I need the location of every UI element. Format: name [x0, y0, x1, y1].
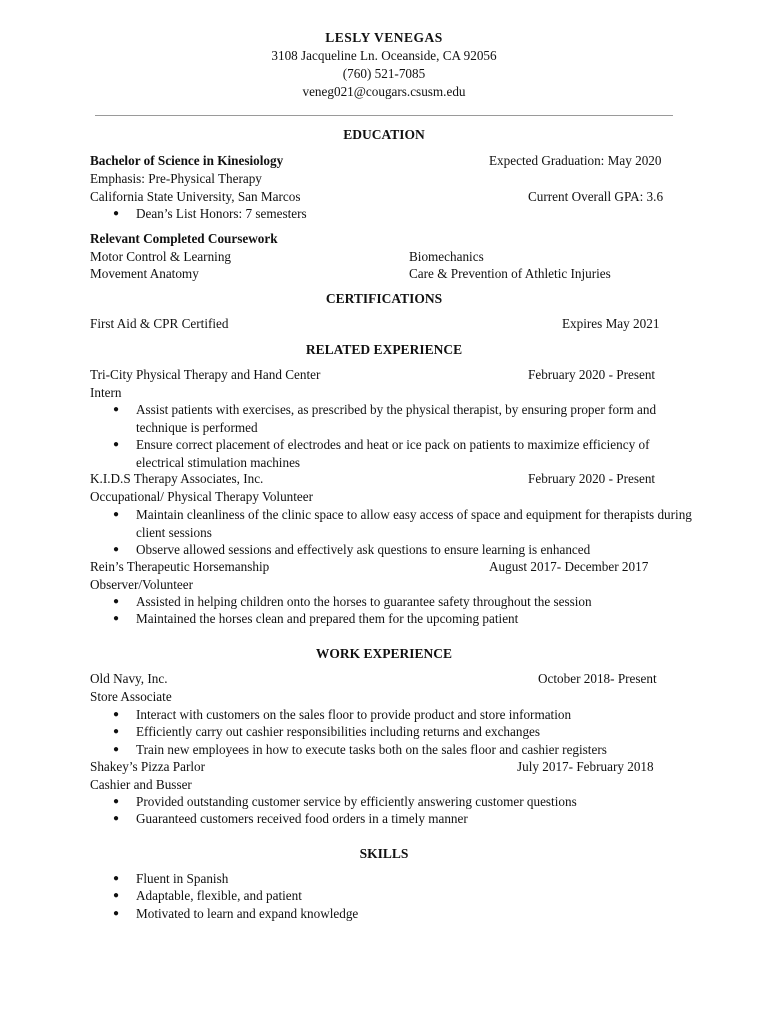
school: California State University, San Marcos — [90, 189, 301, 204]
certifications-heading: CERTIFICATIONS — [325, 291, 443, 306]
bullet-icon: ● — [113, 596, 120, 607]
employer: Shakey’s Pizza Parlor — [90, 759, 205, 774]
employer: Old Navy, Inc. — [90, 671, 168, 686]
coursework-heading: Relevant Completed Coursework — [90, 231, 278, 246]
employer: K.I.D.S Therapy Associates, Inc. — [90, 471, 264, 486]
course: Care & Prevention of Athletic Injuries — [409, 266, 611, 281]
bullet-icon: ● — [113, 890, 120, 901]
bullet-icon: ● — [113, 873, 120, 884]
job-bullet: Provided outstanding customer service by efficiently answering customer questions — [136, 794, 577, 809]
job-bullet: Maintained the horses clean and prepared them for the upcoming patient — [136, 611, 519, 626]
address: 3108 Jacqueline Ln. Oceanside, CA 92056 — [271, 48, 497, 63]
job-bullet: Maintain cleanliness of the clinic space to allow easy access of space and equipment for therapists during client sessions — [136, 507, 692, 540]
job-bullet: Assisted in helping children onto the horses to guarantee safety throughout the session — [136, 594, 592, 609]
job-bullet: Interact with customers on the sales floor to provide product and store information — [136, 707, 572, 722]
bullet-icon: ● — [113, 613, 120, 624]
course: Biomechanics — [409, 249, 484, 264]
certification-expiry: Expires May 2021 — [562, 316, 660, 331]
job-bullet: Observe allowed sessions and effectively ask questions to ensure learning is enhanced — [136, 542, 591, 557]
bullet-icon: ● — [113, 744, 120, 755]
emphasis: Emphasis: Pre-Physical Therapy — [90, 171, 262, 186]
job-dates: February 2020 - Present — [528, 367, 656, 382]
job-dates: February 2020 - Present — [528, 471, 656, 486]
degree: Bachelor of Science in Kinesiology — [90, 153, 284, 168]
skills-heading: SKILLS — [359, 846, 409, 861]
bullet-icon: ● — [113, 709, 120, 720]
bullet-icon: ● — [113, 509, 120, 520]
phone: (760) 521-7085 — [342, 66, 426, 81]
related-experience-heading: RELATED EXPERIENCE — [305, 342, 463, 357]
bullet-icon: ● — [113, 544, 120, 555]
skill: Motivated to learn and expand knowledge — [136, 906, 359, 921]
honors: Dean’s List Honors: 7 semesters — [136, 206, 307, 221]
job-role: Intern — [90, 385, 122, 400]
gpa: Current Overall GPA: 3.6 — [528, 189, 664, 204]
skill: Adaptable, flexible, and patient — [136, 888, 302, 903]
certification: First Aid & CPR Certified — [90, 316, 229, 331]
header-divider — [95, 115, 673, 116]
job-role: Store Associate — [90, 689, 172, 704]
employer: Tri-City Physical Therapy and Hand Center — [90, 367, 321, 382]
job-bullet: Efficiently carry out cashier responsibilities including returns and exchanges — [136, 724, 541, 739]
skill: Fluent in Spanish — [136, 871, 229, 886]
job-role: Cashier and Busser — [90, 777, 192, 792]
bullet-icon: ● — [113, 404, 120, 415]
job-bullet: Guaranteed customers received food orders in a timely manner — [136, 811, 468, 826]
email: veneg021@cougars.csusm.edu — [302, 84, 466, 99]
bullet-icon: ● — [113, 796, 120, 807]
graduation-date: Expected Graduation: May 2020 — [489, 153, 662, 168]
bullet-icon: ● — [113, 726, 120, 737]
education-heading: EDUCATION — [343, 127, 425, 142]
work-experience-heading: WORK EXPERIENCE — [315, 646, 453, 661]
job-role: Occupational/ Physical Therapy Volunteer — [90, 489, 314, 504]
employer: Rein’s Therapeutic Horsemanship — [90, 559, 270, 574]
job-bullet: Assist patients with exercises, as prescribed by the physical therapist, by ensuring proper form and technique is performed — [136, 402, 657, 435]
job-bullet: Train new employees in how to execute tasks both on the sales floor and cashier registers — [136, 742, 607, 757]
bullet-icon: ● — [113, 208, 120, 219]
bullet-icon: ● — [113, 439, 120, 450]
job-dates: October 2018- Present — [538, 671, 657, 686]
course: Motor Control & Learning — [90, 249, 232, 264]
job-bullet: Ensure correct placement of electrodes and heat or ice pack on patients to maximize efficiency of electrical stimulation machines — [136, 437, 650, 470]
bullet-icon: ● — [113, 813, 120, 824]
candidate-name: LESLY VENEGAS — [325, 30, 443, 45]
bullet-icon: ● — [113, 908, 120, 919]
job-role: Observer/Volunteer — [90, 577, 194, 592]
course: Movement Anatomy — [90, 266, 199, 281]
job-dates: August 2017- December 2017 — [489, 559, 649, 574]
job-dates: July 2017- February 2018 — [517, 759, 654, 774]
